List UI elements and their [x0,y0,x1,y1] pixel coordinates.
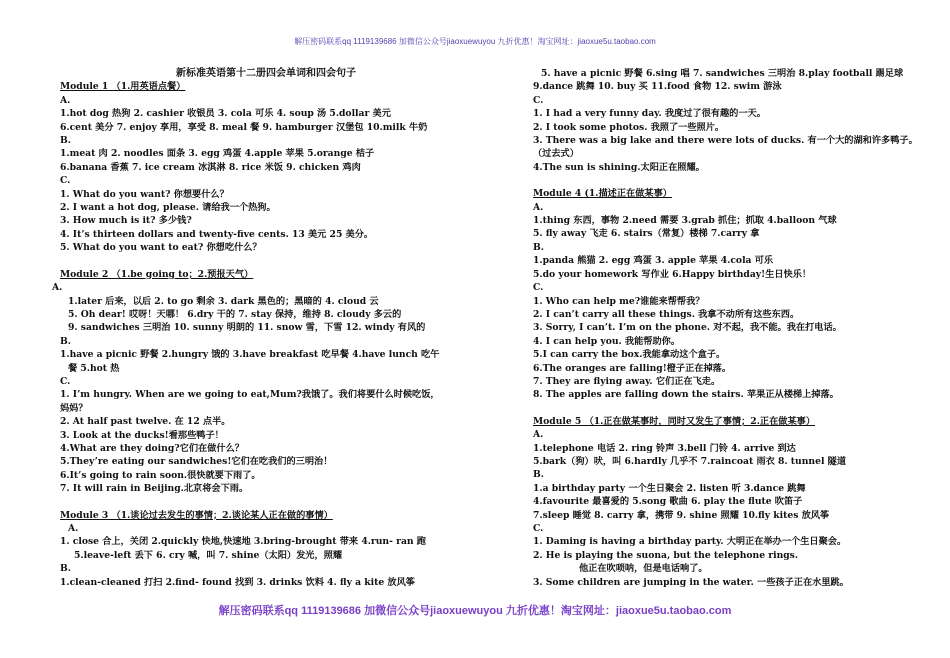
module-5-heading: Module 5 （1.正在做某事时，同时又发生了事情；2.正在做某事） [533,415,816,427]
sentence-line: 1. Who can help me?谁能来帮帮我？ [533,295,705,307]
section-label: A. [533,429,544,441]
section-label: C. [533,523,544,534]
sentence-line: 3. How much is it? 多少钱? [60,215,192,227]
section-label: B. [60,135,71,147]
section-label: C. [60,375,71,387]
sentence-line: 4. It’s thirteen dollars and twenty-five cents. 13 美元 25 美分。 [60,228,374,240]
sentence-line: 3. There was a big lake and there were lots of ducks. 有一个大的湖和许多鸭子。 [533,135,918,147]
section-label: C. [60,175,71,187]
vocab-line: 5. Oh dear! 哎呀！天哪！ 6.dry 干的 7. stay 保持，维持 8. cloudy 多云的 [68,308,402,320]
section-label: C. [533,94,544,106]
vocab-line: 1.telephone 电话 2. ring 铃声 3.bell 门铃 4. arrive 到达 [533,442,796,454]
sentence-line: 3. Sorry, I can’t. I’m on the phone. 对不起，我不能。我在打电话。 [533,322,842,334]
vocab-line: 9. sandwiches 三明治 10. sunny 明朗的 11. snow 雪，下雪 12. windy 有风的 [68,322,426,334]
sentence-line: 2. I took some photos. 我照了一些照片。 [533,121,725,133]
sentence-line: 5.I can carry the box.我能拿动这个盒子。 [533,349,726,361]
section-label: B. [60,335,71,347]
sentence-line: 2. I can’t carry all these things. 我拿不动所有这些东西。 [533,308,800,320]
vocab-line: 1.hot dog 热狗 2. cashier 收银员 3. cola 可乐 4. soup 汤 5.dollar 美元 [60,108,391,120]
sentence-line: 妈妈？ [60,402,88,414]
vocab-line: 1.a birthday party 一个生日聚会 2. listen 听 3.dance 跳舞 [533,482,806,494]
sentence-line: 4.What are they doing?它们在做什么？ [60,442,244,454]
vocab-line: 5. fly away 飞走 6. stairs（常复）楼梯 7.carry 拿 [533,228,760,240]
sentence-line: 6.The oranges are falling!橙子正在掉落。 [533,362,732,374]
sentence-line: 他正在吹唢呐，但是电话响了。 [579,563,708,575]
sentence-line: 5.They’re eating our sandwiches!它们在吃我们的三明治！ [60,456,333,468]
document-title: 新标准英语第十二册四会单词和四会句子 [176,68,356,79]
vocab-line: 1.thing 东西，事物 2.need 需要 3.grab 抓住；抓取 4.balloon 气球 [533,215,837,227]
sentence-line: 2. I want a hot dog, please. 请给我一个热狗。 [60,202,276,214]
header-watermark: 解压密码联系qq 1119139686 加微信公众号jiaoxuewuyou 九折优惠！淘宝网址：jiaoxue5u.taobao.com [294,37,656,46]
vocab-line: 9.dance 跳舞 10. buy 买 11.food 食物 12. swim 游泳 [533,81,782,93]
module-1-heading: Module 1 （1.用英语点餐） [60,81,186,93]
sentence-line: 5. What do you want to eat? 你想吃什么？ [60,242,262,254]
footer-watermark: 解压密码联系qq 1119139686 加微信公众号jiaoxuewuyou 九折优惠！淘宝网址：jiaoxue5u.taobao.com [218,605,732,617]
sentence-line: 4.The sun is shining.太阳正在照耀。 [533,161,705,173]
vocab-line: 1. close 合上，关闭 2.quickly 快地,快速地 3.bring-brought 带来 4.run- ran 跑 [60,536,426,548]
section-label: C. [533,282,544,294]
sentence-line: 7. It will rain in Beijing.北京将会下雨。 [60,483,249,495]
sentence-line: 3. Some children are jumping in the water. 一些孩子正在水里跳。 [533,576,849,588]
module-2-heading: Module 2 （1.be going to；2.预报天气） [60,268,254,280]
sentence-line: 3. Look at the ducks!看那些鸭子！ [60,429,224,441]
vocab-line: 4.favourite 最喜爱的 5.song 歌曲 6. play the flute 吹笛子 [533,496,803,508]
module-3-heading: Module 3 （1.谈论过去发生的事情；2.谈论某人正在做的事情） [60,509,333,521]
vocab-line: 6.banana 香蕉 7. ice cream 冰淇淋 8. rice 米饭 9. chicken 鸡肉 [60,161,361,173]
sentence-line: 4. I can help you. 我能帮助你。 [533,335,681,347]
section-label: A. [68,523,79,534]
vocab-line: 餐 5.hot 热 [68,362,120,374]
section-label: A. [533,201,544,213]
vocab-line: 1.meat 肉 2. noodles 面条 3. egg 鸡蛋 4.apple 苹果 5.orange 桔子 [60,148,375,160]
vocab-line: 1.later 后来，以后 2. to go 剩余 3. dark 黑色的；黑暗的 4. cloud 云 [68,295,379,307]
vocab-line: 5.leave-left 丢下 6. cry 喊，叫 7. shine（太阳）发光，照耀 [74,549,343,561]
vocab-line: 5.bark（狗）吠，叫 6.hardly 几乎不 7.raincoat 雨衣 8. tunnel 隧道 [533,455,847,467]
section-label: B. [533,469,544,481]
sentence-line: 2. He is playing the suona, but the telephone rings. [533,549,799,561]
sentence-line: 1. Daming is having a birthday party. 大明正在举办一个生日聚会。 [533,536,847,548]
sentence-line: 1. I’m hungry. When are we going to eat,Mum?我饿了。我们将要什么时候吃饭， [60,389,440,401]
section-label: B. [60,563,71,575]
vocab-line: 1.panda 熊猫 2. egg 鸡蛋 3. apple 苹果 4.cola 可乐 [533,255,774,267]
sentence-line: 7. They are flying away. 它们正在飞走。 [533,375,721,387]
section-label: A. [60,94,71,106]
vocab-line: 5.do your homework 写作业 6.Happy birthday!生日快乐！ [533,268,812,280]
module-4-heading: Module 4 (1.描述正在做某事） [533,188,672,200]
vocab-line: 1.clean-cleaned 打扫 2.find- found 找到 3. drinks 饮料 4. fly a kite 放风筝 [60,576,415,588]
vocab-line: 1.have a picnic 野餐 2.hungry 饿的 3.have breakfast 吃早餐 4.have lunch 吃午 [60,349,440,361]
right-column [533,67,918,589]
section-label: A. [52,282,63,294]
left-column [52,67,472,589]
sentence-line: （过去式） [533,148,579,160]
vocab-line: 6.cent 美分 7. enjoy 享用，享受 8. meal 餐 9. hamburger 汉堡包 10.milk 牛奶 [60,121,428,133]
vocab-line: 7.sleep 睡觉 8. carry 拿，携带 9. shine 照耀 10.fly kites 放风筝 [533,509,830,521]
sentence-line: 1. I had a very funny day. 我度过了很有趣的一天。 [533,108,766,120]
sentence-line: 2. At half past twelve. 在 12 点半。 [60,416,231,428]
sentence-line: 8. The apples are falling down the stairs. 苹果正从楼梯上掉落。 [533,389,839,401]
vocab-line: 5. have a picnic 野餐 6.sing 唱 7. sandwiches 三明治 8.play football 踢足球 [541,68,904,79]
sentence-line: 1. What do you want? 你想要什么？ [60,188,229,200]
sentence-line: 6.It’s going to rain soon.很快就要下雨了。 [60,469,261,481]
section-label: B. [533,241,544,253]
